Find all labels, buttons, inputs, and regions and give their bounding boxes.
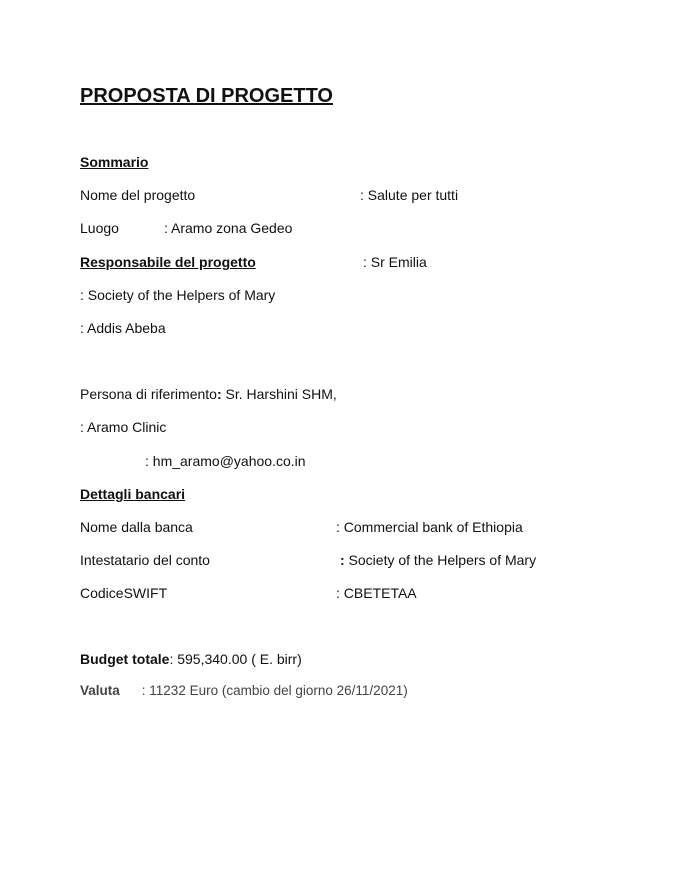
project-name-label: Nome del progetto bbox=[80, 187, 196, 203]
bank-heading: Dettagli bancari bbox=[80, 486, 186, 502]
swift-label: CodiceSWIFT bbox=[80, 585, 168, 601]
organization-line: : Society of the Helpers of Mary bbox=[80, 287, 276, 303]
clinic-line: : Aramo Clinic bbox=[80, 419, 167, 435]
document-title: PROPOSTA DI PROGETTO bbox=[80, 85, 333, 107]
city-line: : Addis Abeba bbox=[80, 320, 166, 336]
project-name-value: : Salute per tutti bbox=[360, 187, 459, 203]
currency-line bbox=[80, 682, 408, 700]
email-line: : hm_aramo@yahoo.co.in bbox=[145, 453, 306, 469]
contact-line bbox=[80, 385, 337, 403]
swift-value: : CBETETAA bbox=[336, 585, 417, 601]
budget-line bbox=[80, 650, 302, 668]
account-holder-value-line bbox=[340, 551, 536, 569]
budget-value: : 595,340.00 ( E. birr) bbox=[169, 651, 302, 667]
currency-label: Valuta bbox=[80, 683, 120, 698]
contact-value: Sr. Harshini SHM, bbox=[221, 386, 337, 402]
bank-name-label: Nome dalla banca bbox=[80, 519, 193, 535]
account-holder-label: Intestatario del conto bbox=[80, 552, 210, 568]
responsible-value: : Sr Emilia bbox=[363, 254, 427, 270]
bank-name-value: : Commercial bank of Ethiopia bbox=[336, 519, 523, 535]
contact-label: Persona di riferimento bbox=[80, 386, 217, 402]
summary-heading: Sommario bbox=[80, 154, 149, 170]
location-label: Luogo bbox=[80, 220, 119, 236]
account-holder-colon: : bbox=[340, 552, 345, 568]
contact-colon: : bbox=[216, 386, 222, 402]
location-value: : Aramo zona Gedeo bbox=[164, 220, 293, 236]
budget-label: Budget totale bbox=[80, 651, 170, 667]
account-holder-value: Society of the Helpers of Mary bbox=[344, 552, 537, 568]
responsible-label: Responsabile del progetto bbox=[80, 254, 256, 270]
currency-value: : 11232 Euro (cambio del giorno 26/11/2021) bbox=[141, 683, 408, 698]
